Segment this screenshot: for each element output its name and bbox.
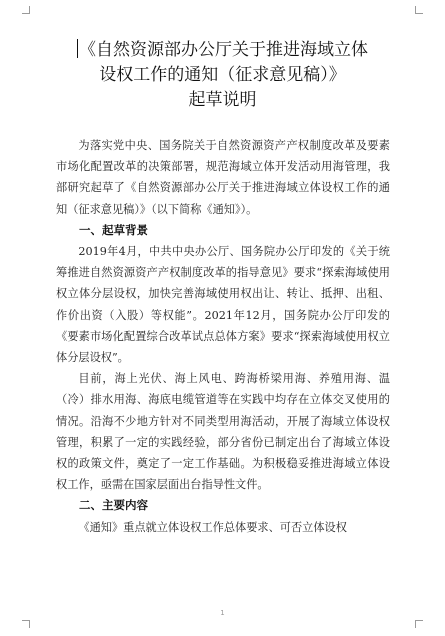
page-number: 1 (220, 609, 225, 617)
title-line-1 (40, 38, 405, 63)
document-title (40, 38, 405, 113)
page-corner-mark (22, 6, 30, 14)
section-heading-background: 一、起草背景 (79, 222, 148, 237)
title-line-3: 起草说明 (188, 90, 257, 110)
intro-paragraph: 为落实党中央、国务院关于自然资源资产产权制度改革及要素市场化配置改革的决策部署，规范海域立体开发活动用海管理，我部研究起草了《自然资源部办公厅关于推进海域立体设权工作的通知（征求意见稿）》（以下简称《通知》）。 (56, 139, 390, 216)
text-cursor (77, 39, 78, 58)
title-line-1-text: 《自然资源部办公厅关于推进海域立体 (79, 40, 368, 60)
page-corner-mark (415, 6, 423, 14)
background-paragraph-1: 2019年4月，中共中央办公厅、国务院办公厅印发的《关于统筹推进自然资源资产产权制度改革的指导意见》要求“探索海域使用权立体分层设权，加快完善海域使用权出让、转让、抵押、出租、作价出资（入股）等权能”。2021年12月，国务院办公厅印发的《要素市场化配置综合改革试点总体方案》要求“探索海域使用权立体分层设权”。 (56, 245, 390, 365)
title-line-2: 设权工作的通知（征求意见稿）》 (99, 65, 346, 85)
main-content-paragraph: 《通知》重点就立体设权工作总体要求、可否立体设权 (78, 520, 347, 534)
section-heading-main-content: 二、主要内容 (79, 498, 148, 513)
document-body (56, 135, 390, 538)
background-paragraph-2: 目前，海上光伏、海上风电、跨海桥梁用海、养殖用海、温（冷）排水用海、海底电缆管道等在实践中均存在立体交叉使用的情况。沿海不少地方针对不同类型用海活动，开展了海域立体设权管理，积累了一定的实践经验，部分省份已制定出台了海域立体设权的政策文件，奠定了一定工作基础。为积极稳妥推进海域立体设权工作，亟需在国家层面出台指导性文件。 (56, 372, 390, 492)
page-corner-mark (22, 620, 30, 628)
page-corner-mark (415, 620, 423, 628)
